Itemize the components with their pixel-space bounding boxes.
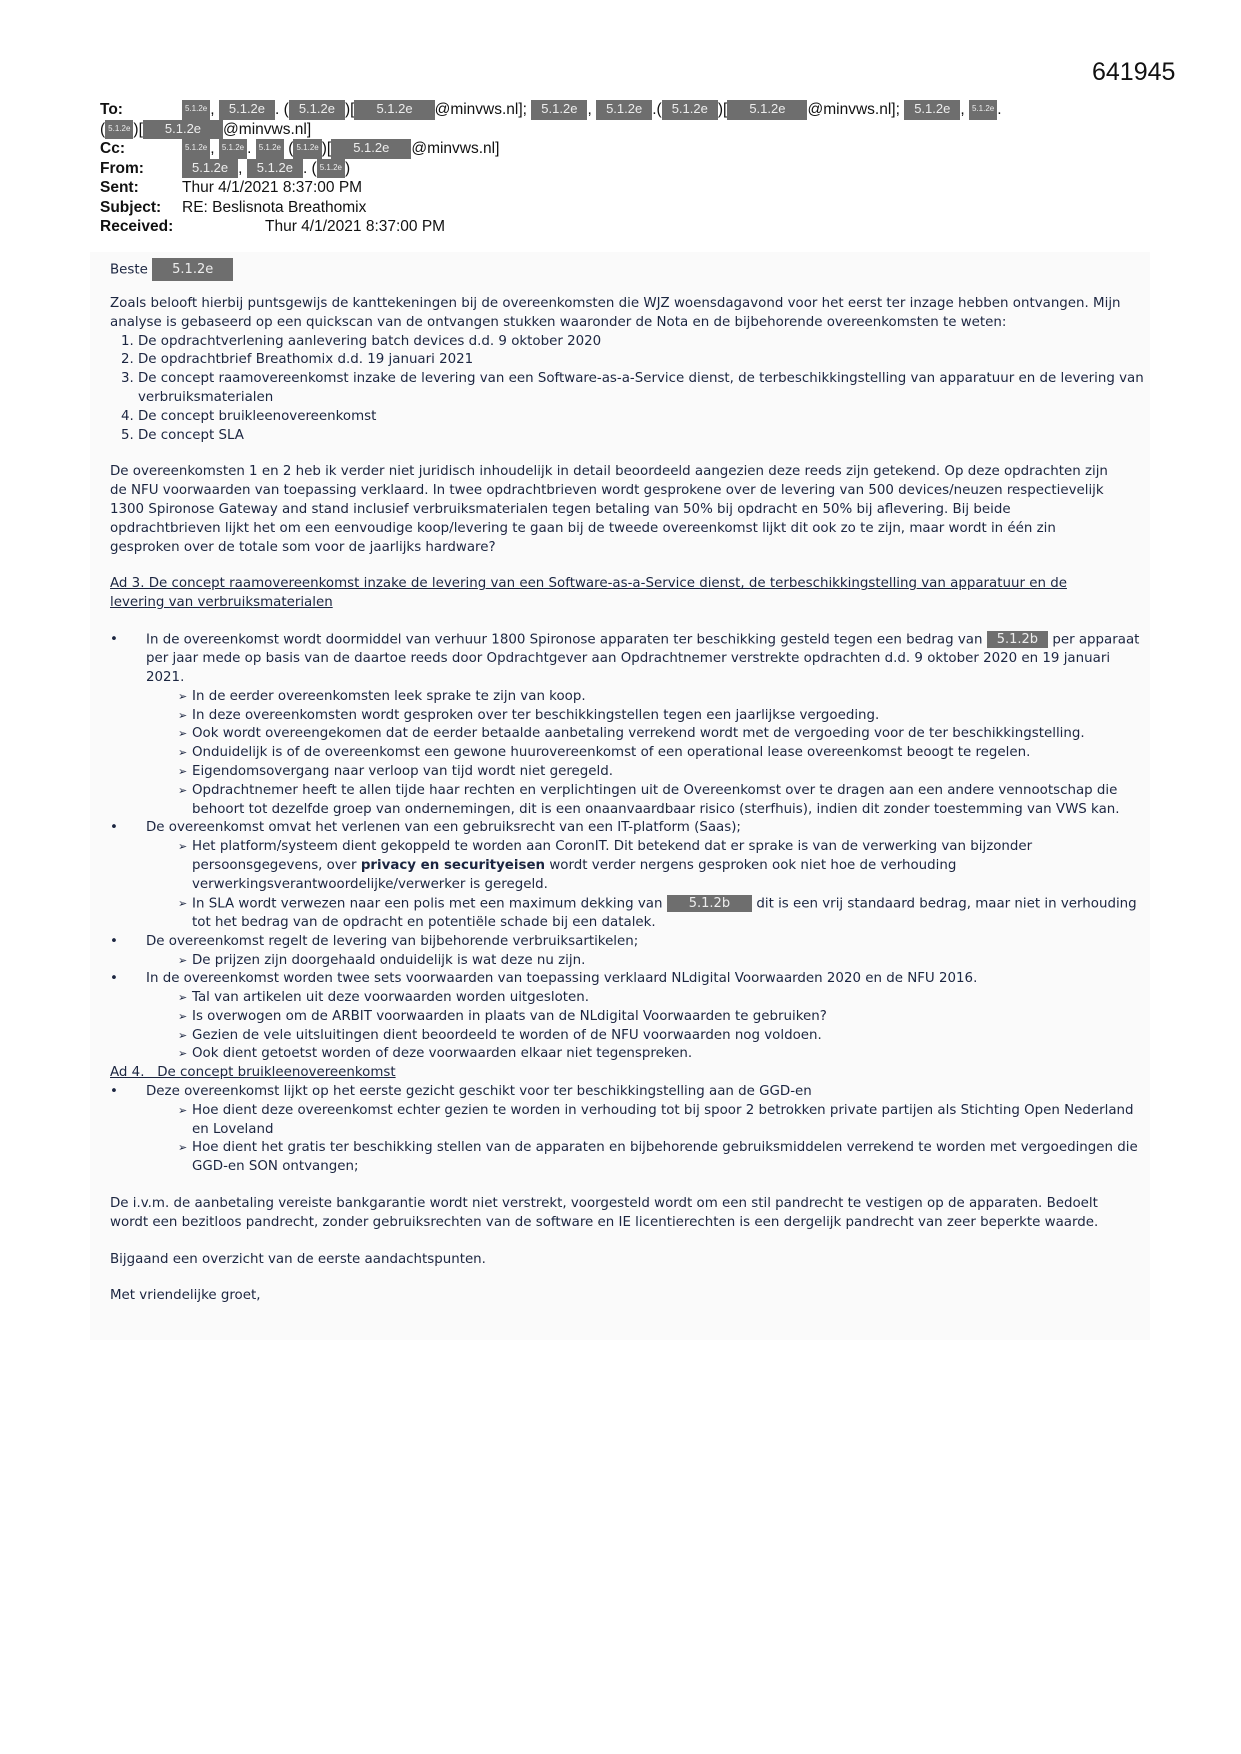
paragraph: De i.v.m. de aanbetaling vereiste bankgarantie wordt niet verstrekt, voorgesteld wordt om een stil pandrecht te vestigen op de apparaten. Bedoelt wordt een bezitloos pandrecht, zonder gebruiksrechten van de software en IE licentierechten is een dergelijk pandrecht van zeer beperkte waarde.: [110, 1196, 1099, 1230]
greeting: Beste: [110, 262, 148, 278]
redaction: 5.1.2e: [182, 159, 238, 179]
bullet: • In de overeenkomst worden twee sets voorwaarden van toepassing verklaard NLdigital Voorwaarden 2020 en de NFU 2016.: [110, 970, 1146, 989]
closing: Met vriendelijke groet,: [110, 1288, 261, 1304]
list-item: 1. De opdrachtverlening aanlevering batch devices d.d. 9 oktober 2020: [138, 333, 1150, 352]
email-domain: @minvws.nl];: [434, 101, 527, 118]
redaction: 5.1.2e: [152, 258, 233, 281]
redaction: 5.1.2e: [256, 139, 284, 159]
redaction: 5.1.2e: [331, 139, 411, 159]
list-item: 4. De concept bruikleenovereenkomst: [138, 408, 1150, 427]
redaction: 5.1.2e: [247, 159, 303, 179]
redaction: 5.1.2e: [219, 139, 247, 159]
sub-bullet: ➢ In de eerder overeenkomsten leek sprake te zijn van koop.: [178, 688, 1152, 707]
bullet: • De overeenkomst omvat het verlenen van een gebruiksrecht van een IT-platform (Saas);: [110, 819, 1146, 838]
paragraph: Bijgaand een overzicht van de eerste aandachtspunten.: [110, 1251, 486, 1267]
sub-bullet: ➢ Eigendomsovergang naar verloop van tijd wordt niet geregeld.: [178, 763, 1152, 782]
sub-bullet: ➢ Hoe dient het gratis ter beschikking stellen van de apparaten en bijbehorende gebruiksmiddelen verrekend te worden met vergoedingen die GGD-en SON ontvangen;: [178, 1139, 1152, 1177]
received-value: Thur 4/1/2021 8:37:00 PM: [265, 218, 446, 235]
redaction: 5.1.2e: [904, 100, 960, 120]
email-domain: @minvws.nl]: [223, 120, 312, 138]
intro-paragraph: Zoals belooft hierbij puntsgewijs de kanttekeningen bij de overeenkomsten die WJZ woensdagavond voor het eerst ter inzage hebben ontvangen. Mijn analyse is gebaseerd op een quickscan van de ontvangen stukken waaronder de Nota en de bijbehorende overeenkomsten te weten:: [110, 296, 1121, 330]
section-heading-ad3: Ad 3. De concept raamovereenkomst inzake de levering van een Software-as-a-Service dienst, de terbeschikkingstelling van apparatuur en de levering van verbruiksmaterialen: [110, 576, 1067, 611]
redaction: 5.1.2e: [727, 100, 807, 120]
sent-value: Thur 4/1/2021 8:37:00 PM: [182, 179, 363, 196]
bullet: [110, 631, 1146, 688]
text: dit is een vrij standaard bedrag, maar niet in verhouding tot het bedrag van de opdracht en potentiële schade bij een datalek.: [192, 896, 1137, 930]
sub-bullet: ➢ Opdrachtnemer heeft te allen tijde haar rechten en verplichtingen uit de Overeenkomst over te dragen aan een andere vennootschap die behoort tot dezelfde groep van ondernemingen, dit is een onaanvaardbaar risico (sterfhuis), indien dit zonder toestemming van VWS kan.: [178, 782, 1152, 820]
list-item: 5. De concept SLA: [138, 427, 1150, 446]
redaction: 5.1.2e: [531, 100, 587, 120]
redaction: 5.1.2e: [662, 100, 718, 120]
redaction: 5.1.2e: [596, 100, 652, 120]
text: In SLA wordt verwezen naar een polis met een maximum dekking van: [192, 896, 663, 912]
email-domain: @minvws.nl]: [411, 140, 500, 157]
bullet: • De overeenkomst regelt de levering van bijbehorende verbruiksartikelen;: [110, 933, 1146, 952]
redaction: 5.1.2e: [317, 159, 345, 179]
sub-bullet: ➢ Gezien de vele uitsluitingen dient beoordeeld te worden of de NFU voorwaarden nog voldoen.: [178, 1027, 1152, 1046]
sub-bullet: ➢ De prijzen zijn doorgehaald onduidelijk is wat deze nu zijn.: [178, 952, 1152, 971]
bullet: • Deze overeenkomst lijkt op het eerste gezicht geschikt voor ter beschikkingstelling aan de GGD-en: [110, 1083, 1146, 1102]
sub-bullet: ➢ In deze overeenkomsten wordt gesproken over ter beschikkingstellen tegen een jaarlijkse vergoeding.: [178, 707, 1152, 726]
from-label: From:: [100, 159, 144, 177]
cc-label: Cc:: [100, 140, 125, 157]
email-header: To: 5.1.2e , 5.1.2e . ( 5.1.2e )[ 5.1.2e @minvws.nl]; 5.1.2e , 5.1.2e .( 5.1.2e )[ 5.1.2e @minvws.nl]; 5.1.2e , 5.1.2e . ( 5.1.2e )[ 5.1.2e @minvws.nl] Cc: 5.1.2e , 5.1.2e . 5.1.2e ( 5.1.2e )[ 5.1.2e @minvws.nl] From: 5.1.2e , 5.1.2e . ( 5.1.2e ) Sent: Thur 4/1/2021 8:37:00 PM Subject: RE: Beslisnota Breathomix Received: Thur 4/1/2021 8:37:00 PM: [100, 101, 1002, 235]
bullet-text: per apparaat per jaar mede op basis van de daartoe reeds door Opdrachtgever aan Opdrachtnemer verstrekte opdrachten d.d. 9 oktober 2020 en 19 januari 2021.: [146, 632, 1140, 686]
sub-bullet: [178, 838, 1152, 894]
redaction: 5.1.2b: [667, 895, 752, 912]
to-label: To:: [100, 101, 123, 118]
redaction: 5.1.2e: [354, 100, 434, 120]
redaction: 5.1.2e: [182, 100, 210, 120]
redaction: 5.1.2b: [987, 631, 1048, 648]
email-body: [90, 252, 1150, 1340]
text: wordt verder nergens gesproken ook niet hoe de verhouding verwerkingsverantwoordelijke/verwerker is geregeld.: [192, 858, 957, 892]
text: Het platform/systeem dient gekoppeld te worden aan CoronIT. Dit betekend dat er sprake is van de verwerking van bijzonder persoonsgegevens, over: [192, 839, 1033, 874]
paragraph: De overeenkomsten 1 en 2 heb ik verder niet juridisch inhoudelijk in detail beoordeeld aangezien deze reeds zijn getekend. Op deze opdrachten zijn de NFU voorwaarden van toepassing verklaard. In twee opdrachtbrieven wordt gesprokene over de levering van 500 devices/neuzen respectievelijk 1300 Spironose Gateway and stand inclusief verbruiksmaterialen tegen betaling van 50% bij opdracht en 50% bij aflevering. Bij beide opdrachtbrieven lijkt het om een eenvoudige koop/levering te gaan bij de tweede overeenkomst lijkt dit ook zo te zijn, maar wordt in één zin gesproken over de totale som voor de jaarlijks hardware?: [110, 464, 1108, 555]
sent-label: Sent:: [100, 179, 139, 196]
agreements-list: [110, 333, 1150, 446]
document-id: 641945: [1092, 58, 1176, 86]
bullet-text: In de overeenkomst wordt doormiddel van verhuur 1800 Spironose apparaten ter beschikking gesteld tegen een bedrag van: [146, 632, 983, 648]
list-item: 3. De concept raamovereenkomst inzake de levering van een Software-as-a-Service dienst, de terbeschikkingstelling van apparatuur en de levering van verbruiksmaterialen: [138, 370, 1150, 408]
redaction: 5.1.2e: [969, 100, 997, 120]
redaction: 5.1.2e: [105, 120, 133, 140]
redaction: 5.1.2e: [143, 120, 223, 140]
sub-bullet: ➢ Ook wordt overeengekomen dat de eerder betaalde aanbetaling verrekend wordt met de vergoeding voor de ter beschikkingstelling.: [178, 725, 1152, 744]
sub-bullet: [178, 895, 1152, 933]
sub-bullet: ➢ Hoe dient deze overeenkomst echter gezien te worden in verhouding tot bij spoor 2 betrokken private partijen als Stichting Open Nederland en Loveland: [178, 1102, 1152, 1140]
redaction: 5.1.2e: [182, 139, 210, 159]
list-item: 2. De opdrachtbrief Breathomix d.d. 19 januari 2021: [138, 351, 1150, 370]
bold-text: privacy en securityeisen: [360, 858, 546, 874]
email-domain: @minvws.nl];: [807, 101, 900, 118]
redaction: 5.1.2e: [219, 100, 275, 120]
redaction: 5.1.2e: [289, 100, 345, 120]
subject-value: RE: Beslisnota Breathomix: [182, 198, 367, 216]
sub-bullet: ➢ Onduidelijk is of de overeenkomst een gewone huurovereenkomst of een operational lease overeenkomst beoogt te regelen.: [178, 744, 1152, 763]
subject-label: Subject:: [100, 198, 162, 216]
sub-bullet: ➢ Is overwogen om de ARBIT voorwaarden in plaats van de NLdigital Voorwaarden te gebruiken?: [178, 1008, 1152, 1027]
redaction: 5.1.2e: [293, 139, 321, 159]
section-heading-ad4: Ad 4. De concept bruikleenovereenkomst: [110, 1065, 396, 1081]
sub-bullet: ➢ Tal van artikelen uit deze voorwaarden worden uitgesloten.: [178, 989, 1152, 1008]
sub-bullet: ➢ Ook dient getoetst worden of deze voorwaarden elkaar niet tegenspreken.: [178, 1045, 1152, 1064]
received-label: Received:: [100, 218, 174, 235]
